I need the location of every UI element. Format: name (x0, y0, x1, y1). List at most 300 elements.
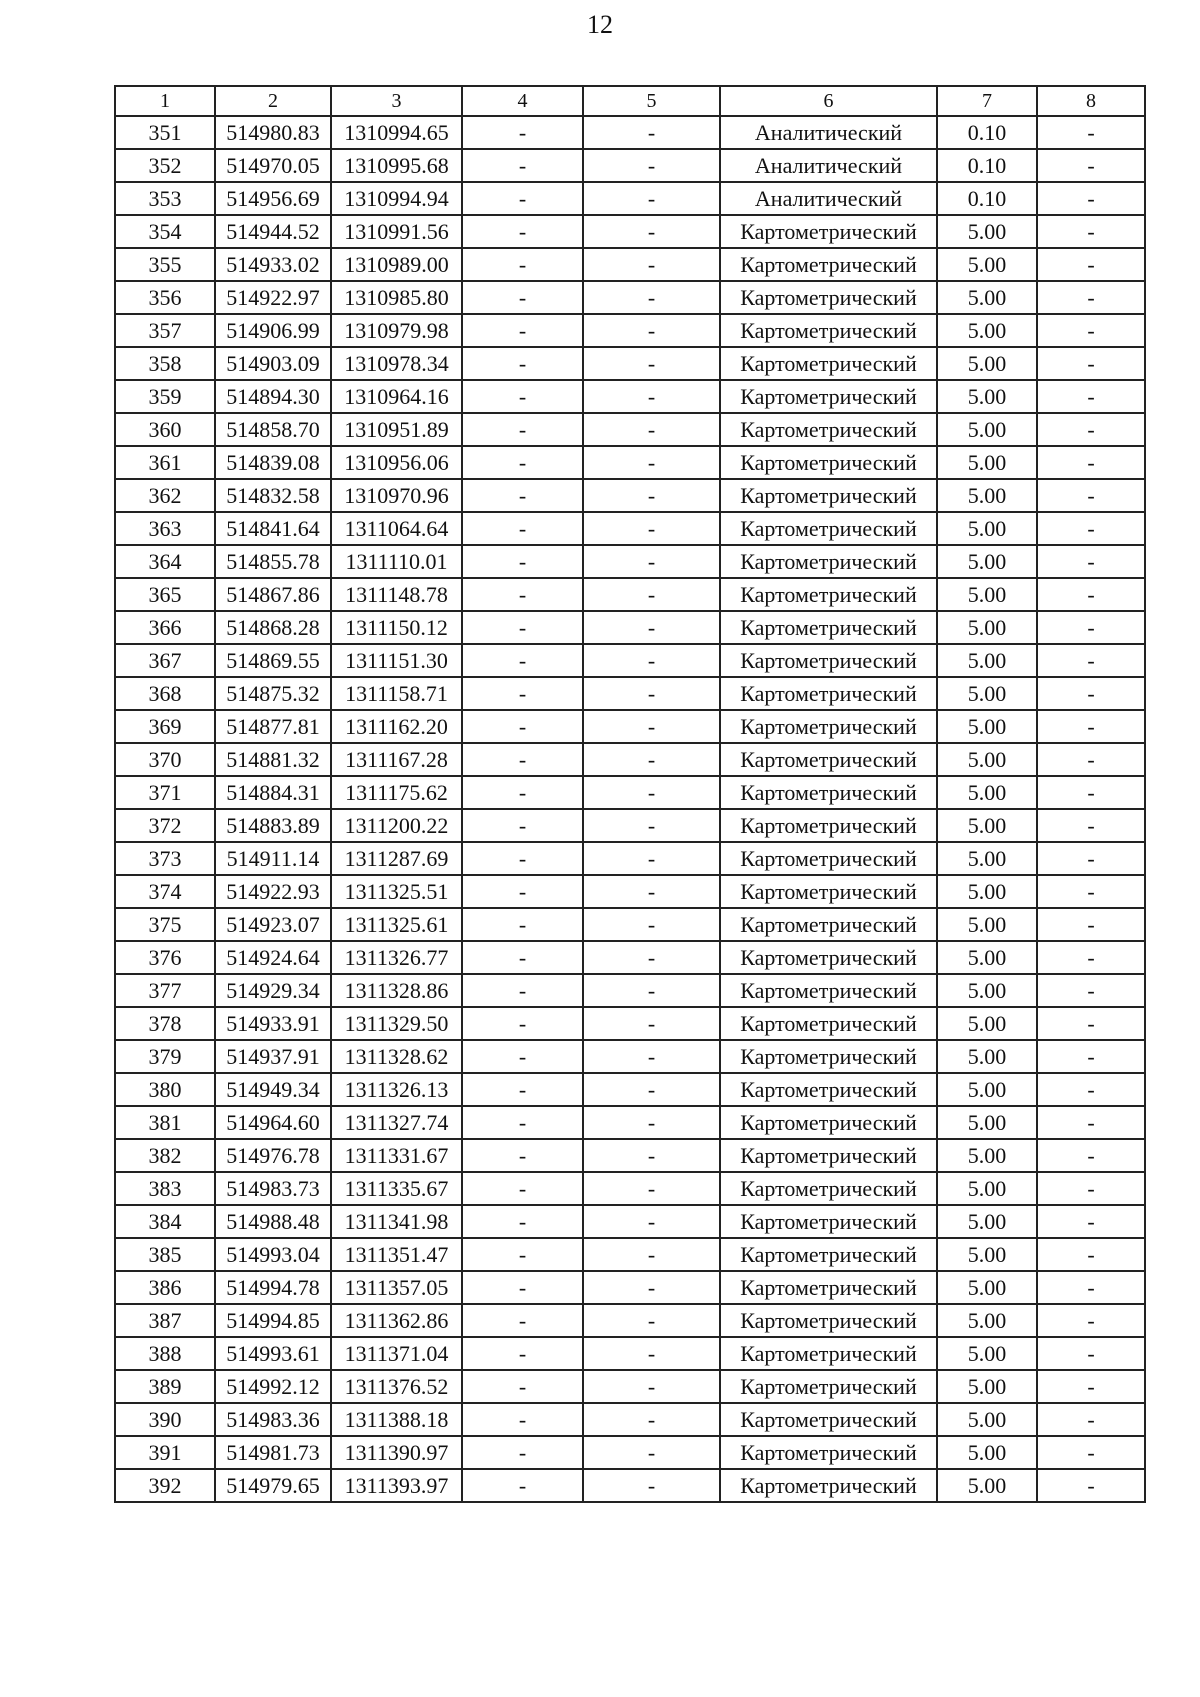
y-coordinate-cell: 1311351.47 (331, 1238, 462, 1271)
column-5-cell: - (583, 1106, 720, 1139)
column-5-cell: - (583, 545, 720, 578)
y-coordinate-cell: 1311325.61 (331, 908, 462, 941)
column-8-cell: - (1037, 941, 1145, 974)
column-4-cell: - (462, 776, 583, 809)
point-number-cell: 391 (115, 1436, 215, 1469)
method-cell: Картометрический (720, 1436, 937, 1469)
x-coordinate-cell: 514922.93 (215, 875, 331, 908)
accuracy-cell: 5.00 (937, 677, 1037, 710)
method-cell: Картометрический (720, 545, 937, 578)
column-5-cell: - (583, 1337, 720, 1370)
column-4-cell: - (462, 1436, 583, 1469)
column-5-cell: - (583, 809, 720, 842)
accuracy-cell: 5.00 (937, 776, 1037, 809)
y-coordinate-cell: 1311328.62 (331, 1040, 462, 1073)
column-5-cell: - (583, 743, 720, 776)
y-coordinate-cell: 1310991.56 (331, 215, 462, 248)
point-number-cell: 360 (115, 413, 215, 446)
method-cell: Картометрический (720, 413, 937, 446)
point-number-cell: 354 (115, 215, 215, 248)
column-8-cell: - (1037, 1205, 1145, 1238)
column-4-cell: - (462, 908, 583, 941)
x-coordinate-cell: 514924.64 (215, 941, 331, 974)
point-number-cell: 358 (115, 347, 215, 380)
column-header: 6 (720, 86, 937, 116)
accuracy-cell: 5.00 (937, 446, 1037, 479)
column-8-cell: - (1037, 644, 1145, 677)
column-4-cell: - (462, 215, 583, 248)
column-5-cell: - (583, 875, 720, 908)
x-coordinate-cell: 514933.91 (215, 1007, 331, 1040)
method-cell: Картометрический (720, 776, 937, 809)
y-coordinate-cell: 1311328.86 (331, 974, 462, 1007)
y-coordinate-cell: 1310989.00 (331, 248, 462, 281)
point-number-cell: 385 (115, 1238, 215, 1271)
column-5-cell: - (583, 974, 720, 1007)
x-coordinate-cell: 514979.65 (215, 1469, 331, 1502)
column-5-cell: - (583, 941, 720, 974)
method-cell: Картометрический (720, 1337, 937, 1370)
table-row (115, 809, 1145, 842)
accuracy-cell: 5.00 (937, 545, 1037, 578)
table-row (115, 1139, 1145, 1172)
column-8-cell: - (1037, 1172, 1145, 1205)
table-row (115, 611, 1145, 644)
accuracy-cell: 5.00 (937, 1370, 1037, 1403)
x-coordinate-cell: 514944.52 (215, 215, 331, 248)
accuracy-cell: 5.00 (937, 611, 1037, 644)
y-coordinate-cell: 1310985.80 (331, 281, 462, 314)
column-4-cell: - (462, 578, 583, 611)
accuracy-cell: 5.00 (937, 1040, 1037, 1073)
column-8-cell: - (1037, 446, 1145, 479)
accuracy-cell: 0.10 (937, 149, 1037, 182)
method-cell: Картометрический (720, 1172, 937, 1205)
column-8-cell: - (1037, 578, 1145, 611)
column-5-cell: - (583, 1370, 720, 1403)
column-4-cell: - (462, 644, 583, 677)
y-coordinate-cell: 1311287.69 (331, 842, 462, 875)
column-8-cell: - (1037, 116, 1145, 149)
column-5-cell: - (583, 512, 720, 545)
column-8-cell: - (1037, 677, 1145, 710)
column-4-cell: - (462, 413, 583, 446)
point-number-cell: 353 (115, 182, 215, 215)
column-5-cell: - (583, 446, 720, 479)
column-8-cell: - (1037, 479, 1145, 512)
column-5-cell: - (583, 1205, 720, 1238)
point-number-cell: 363 (115, 512, 215, 545)
point-number-cell: 383 (115, 1172, 215, 1205)
x-coordinate-cell: 514894.30 (215, 380, 331, 413)
column-header: 5 (583, 86, 720, 116)
column-4-cell: - (462, 347, 583, 380)
column-8-cell: - (1037, 908, 1145, 941)
column-5-cell: - (583, 314, 720, 347)
column-4-cell: - (462, 941, 583, 974)
y-coordinate-cell: 1310956.06 (331, 446, 462, 479)
x-coordinate-cell: 514858.70 (215, 413, 331, 446)
method-cell: Картометрический (720, 710, 937, 743)
method-cell: Картометрический (720, 479, 937, 512)
y-coordinate-cell: 1311390.97 (331, 1436, 462, 1469)
column-5-cell: - (583, 776, 720, 809)
column-8-cell: - (1037, 248, 1145, 281)
table-row (115, 743, 1145, 776)
column-4-cell: - (462, 1172, 583, 1205)
point-number-cell: 356 (115, 281, 215, 314)
x-coordinate-cell: 514993.61 (215, 1337, 331, 1370)
x-coordinate-cell: 514875.32 (215, 677, 331, 710)
accuracy-cell: 5.00 (937, 908, 1037, 941)
y-coordinate-cell: 1310978.34 (331, 347, 462, 380)
column-8-cell: - (1037, 1073, 1145, 1106)
accuracy-cell: 5.00 (937, 248, 1037, 281)
column-4-cell: - (462, 1304, 583, 1337)
y-coordinate-cell: 1311362.86 (331, 1304, 462, 1337)
column-5-cell: - (583, 182, 720, 215)
accuracy-cell: 5.00 (937, 809, 1037, 842)
column-5-cell: - (583, 1403, 720, 1436)
column-8-cell: - (1037, 710, 1145, 743)
accuracy-cell: 5.00 (937, 380, 1037, 413)
method-cell: Картометрический (720, 1403, 937, 1436)
accuracy-cell: 5.00 (937, 413, 1037, 446)
method-cell: Картометрический (720, 1073, 937, 1106)
point-number-cell: 379 (115, 1040, 215, 1073)
method-cell: Картометрический (720, 1469, 937, 1502)
column-5-cell: - (583, 1304, 720, 1337)
point-number-cell: 369 (115, 710, 215, 743)
table-row (115, 149, 1145, 182)
method-cell: Картометрический (720, 743, 937, 776)
column-header: 7 (937, 86, 1037, 116)
table-row (115, 1403, 1145, 1436)
y-coordinate-cell: 1311326.77 (331, 941, 462, 974)
y-coordinate-cell: 1311329.50 (331, 1007, 462, 1040)
point-number-cell: 374 (115, 875, 215, 908)
accuracy-cell: 5.00 (937, 1436, 1037, 1469)
column-4-cell: - (462, 248, 583, 281)
method-cell: Картометрический (720, 644, 937, 677)
accuracy-cell: 5.00 (937, 842, 1037, 875)
y-coordinate-cell: 1311376.52 (331, 1370, 462, 1403)
point-number-cell: 384 (115, 1205, 215, 1238)
method-cell: Картометрический (720, 1370, 937, 1403)
table-row (115, 1040, 1145, 1073)
column-5-cell: - (583, 611, 720, 644)
method-cell: Картометрический (720, 1106, 937, 1139)
y-coordinate-cell: 1311326.13 (331, 1073, 462, 1106)
column-5-cell: - (583, 248, 720, 281)
column-header: 8 (1037, 86, 1145, 116)
table-row (115, 1238, 1145, 1271)
column-5-cell: - (583, 1073, 720, 1106)
point-number-cell: 355 (115, 248, 215, 281)
table-row (115, 446, 1145, 479)
column-8-cell: - (1037, 1304, 1145, 1337)
method-cell: Картометрический (720, 347, 937, 380)
table-row (115, 776, 1145, 809)
accuracy-cell: 5.00 (937, 743, 1037, 776)
accuracy-cell: 5.00 (937, 578, 1037, 611)
column-8-cell: - (1037, 809, 1145, 842)
accuracy-cell: 5.00 (937, 644, 1037, 677)
column-4-cell: - (462, 875, 583, 908)
column-8-cell: - (1037, 1007, 1145, 1040)
accuracy-cell: 5.00 (937, 281, 1037, 314)
column-4-cell: - (462, 677, 583, 710)
y-coordinate-cell: 1311162.20 (331, 710, 462, 743)
method-cell: Картометрический (720, 314, 937, 347)
table-row (115, 1205, 1145, 1238)
x-coordinate-cell: 514867.86 (215, 578, 331, 611)
x-coordinate-cell: 514970.05 (215, 149, 331, 182)
x-coordinate-cell: 514841.64 (215, 512, 331, 545)
x-coordinate-cell: 514877.81 (215, 710, 331, 743)
table-header-row (115, 86, 1145, 116)
column-8-cell: - (1037, 545, 1145, 578)
column-4-cell: - (462, 1007, 583, 1040)
column-5-cell: - (583, 578, 720, 611)
column-5-cell: - (583, 116, 720, 149)
method-cell: Картометрический (720, 677, 937, 710)
point-number-cell: 373 (115, 842, 215, 875)
column-4-cell: - (462, 1139, 583, 1172)
accuracy-cell: 5.00 (937, 1403, 1037, 1436)
method-cell: Картометрический (720, 974, 937, 1007)
point-number-cell: 371 (115, 776, 215, 809)
y-coordinate-cell: 1311148.78 (331, 578, 462, 611)
table-row (115, 512, 1145, 545)
accuracy-cell: 5.00 (937, 347, 1037, 380)
column-8-cell: - (1037, 413, 1145, 446)
y-coordinate-cell: 1311327.74 (331, 1106, 462, 1139)
point-number-cell: 352 (115, 149, 215, 182)
column-8-cell: - (1037, 776, 1145, 809)
y-coordinate-cell: 1311331.67 (331, 1139, 462, 1172)
y-coordinate-cell: 1310994.65 (331, 116, 462, 149)
table-row (115, 347, 1145, 380)
column-8-cell: - (1037, 1106, 1145, 1139)
point-number-cell: 387 (115, 1304, 215, 1337)
x-coordinate-cell: 514839.08 (215, 446, 331, 479)
column-4-cell: - (462, 710, 583, 743)
column-4-cell: - (462, 380, 583, 413)
y-coordinate-cell: 1311371.04 (331, 1337, 462, 1370)
point-number-cell: 370 (115, 743, 215, 776)
table-row (115, 710, 1145, 743)
table-row (115, 875, 1145, 908)
column-8-cell: - (1037, 149, 1145, 182)
column-5-cell: - (583, 215, 720, 248)
table-row (115, 1073, 1145, 1106)
method-cell: Картометрический (720, 809, 937, 842)
point-number-cell: 351 (115, 116, 215, 149)
column-4-cell: - (462, 446, 583, 479)
table-row (115, 281, 1145, 314)
point-number-cell: 378 (115, 1007, 215, 1040)
column-4-cell: - (462, 512, 583, 545)
table-row (115, 941, 1145, 974)
method-cell: Картометрический (720, 941, 937, 974)
point-number-cell: 377 (115, 974, 215, 1007)
x-coordinate-cell: 514911.14 (215, 842, 331, 875)
x-coordinate-cell: 514988.48 (215, 1205, 331, 1238)
point-number-cell: 386 (115, 1271, 215, 1304)
point-number-cell: 388 (115, 1337, 215, 1370)
accuracy-cell: 5.00 (937, 1271, 1037, 1304)
y-coordinate-cell: 1311325.51 (331, 875, 462, 908)
method-cell: Картометрический (720, 1007, 937, 1040)
column-5-cell: - (583, 479, 720, 512)
table-row (115, 644, 1145, 677)
accuracy-cell: 5.00 (937, 875, 1037, 908)
accuracy-cell: 5.00 (937, 1139, 1037, 1172)
column-4-cell: - (462, 1370, 583, 1403)
column-4-cell: - (462, 842, 583, 875)
column-5-cell: - (583, 1436, 720, 1469)
column-5-cell: - (583, 413, 720, 446)
table-row (115, 1172, 1145, 1205)
column-4-cell: - (462, 1238, 583, 1271)
accuracy-cell: 0.10 (937, 182, 1037, 215)
x-coordinate-cell: 514884.31 (215, 776, 331, 809)
x-coordinate-cell: 514881.32 (215, 743, 331, 776)
table-row (115, 545, 1145, 578)
column-5-cell: - (583, 1007, 720, 1040)
accuracy-cell: 5.00 (937, 1172, 1037, 1205)
method-cell: Картометрический (720, 215, 937, 248)
method-cell: Картометрический (720, 380, 937, 413)
column-4-cell: - (462, 1106, 583, 1139)
x-coordinate-cell: 514883.89 (215, 809, 331, 842)
column-5-cell: - (583, 347, 720, 380)
accuracy-cell: 5.00 (937, 479, 1037, 512)
column-4-cell: - (462, 1469, 583, 1502)
column-4-cell: - (462, 809, 583, 842)
table-row (115, 974, 1145, 1007)
table-row (115, 215, 1145, 248)
column-4-cell: - (462, 149, 583, 182)
table-row (115, 413, 1145, 446)
column-5-cell: - (583, 1238, 720, 1271)
table-row (115, 314, 1145, 347)
column-5-cell: - (583, 149, 720, 182)
method-cell: Картометрический (720, 248, 937, 281)
table-row (115, 908, 1145, 941)
column-8-cell: - (1037, 875, 1145, 908)
column-4-cell: - (462, 479, 583, 512)
column-8-cell: - (1037, 182, 1145, 215)
x-coordinate-cell: 514868.28 (215, 611, 331, 644)
column-8-cell: - (1037, 743, 1145, 776)
table-row (115, 116, 1145, 149)
point-number-cell: 389 (115, 1370, 215, 1403)
y-coordinate-cell: 1311388.18 (331, 1403, 462, 1436)
column-8-cell: - (1037, 1337, 1145, 1370)
x-coordinate-cell: 514981.73 (215, 1436, 331, 1469)
x-coordinate-cell: 514949.34 (215, 1073, 331, 1106)
table-row (115, 842, 1145, 875)
x-coordinate-cell: 514933.02 (215, 248, 331, 281)
point-number-cell: 381 (115, 1106, 215, 1139)
accuracy-cell: 5.00 (937, 1106, 1037, 1139)
column-4-cell: - (462, 182, 583, 215)
table-row (115, 578, 1145, 611)
point-number-cell: 368 (115, 677, 215, 710)
table-row (115, 182, 1145, 215)
table-row (115, 1304, 1145, 1337)
column-5-cell: - (583, 677, 720, 710)
method-cell: Аналитический (720, 149, 937, 182)
x-coordinate-cell: 514992.12 (215, 1370, 331, 1403)
method-cell: Картометрический (720, 1205, 937, 1238)
method-cell: Картометрический (720, 281, 937, 314)
column-header: 3 (331, 86, 462, 116)
y-coordinate-cell: 1310994.94 (331, 182, 462, 215)
method-cell: Картометрический (720, 1139, 937, 1172)
method-cell: Картометрический (720, 842, 937, 875)
column-5-cell: - (583, 1172, 720, 1205)
method-cell: Картометрический (720, 908, 937, 941)
accuracy-cell: 5.00 (937, 1337, 1037, 1370)
point-number-cell: 365 (115, 578, 215, 611)
y-coordinate-cell: 1311064.64 (331, 512, 462, 545)
accuracy-cell: 5.00 (937, 1205, 1037, 1238)
table-body (115, 116, 1145, 1502)
x-coordinate-cell: 514929.34 (215, 974, 331, 1007)
column-8-cell: - (1037, 842, 1145, 875)
y-coordinate-cell: 1311110.01 (331, 545, 462, 578)
point-number-cell: 357 (115, 314, 215, 347)
column-4-cell: - (462, 1073, 583, 1106)
table-row (115, 479, 1145, 512)
column-5-cell: - (583, 1469, 720, 1502)
column-5-cell: - (583, 281, 720, 314)
x-coordinate-cell: 514976.78 (215, 1139, 331, 1172)
method-cell: Картометрический (720, 1271, 937, 1304)
x-coordinate-cell: 514903.09 (215, 347, 331, 380)
method-cell: Картометрический (720, 875, 937, 908)
table-row (115, 1007, 1145, 1040)
x-coordinate-cell: 514983.73 (215, 1172, 331, 1205)
y-coordinate-cell: 1311335.67 (331, 1172, 462, 1205)
column-header: 4 (462, 86, 583, 116)
x-coordinate-cell: 514983.36 (215, 1403, 331, 1436)
column-5-cell: - (583, 908, 720, 941)
method-cell: Картометрический (720, 1304, 937, 1337)
y-coordinate-cell: 1311341.98 (331, 1205, 462, 1238)
column-8-cell: - (1037, 974, 1145, 1007)
point-number-cell: 380 (115, 1073, 215, 1106)
method-cell: Картометрический (720, 611, 937, 644)
y-coordinate-cell: 1311167.28 (331, 743, 462, 776)
column-8-cell: - (1037, 215, 1145, 248)
accuracy-cell: 5.00 (937, 710, 1037, 743)
column-4-cell: - (462, 1403, 583, 1436)
table-row (115, 1337, 1145, 1370)
column-header: 1 (115, 86, 215, 116)
y-coordinate-cell: 1311200.22 (331, 809, 462, 842)
method-cell: Картометрический (720, 446, 937, 479)
column-8-cell: - (1037, 1238, 1145, 1271)
y-coordinate-cell: 1310979.98 (331, 314, 462, 347)
accuracy-cell: 5.00 (937, 1073, 1037, 1106)
column-8-cell: - (1037, 512, 1145, 545)
accuracy-cell: 5.00 (937, 941, 1037, 974)
column-5-cell: - (583, 710, 720, 743)
